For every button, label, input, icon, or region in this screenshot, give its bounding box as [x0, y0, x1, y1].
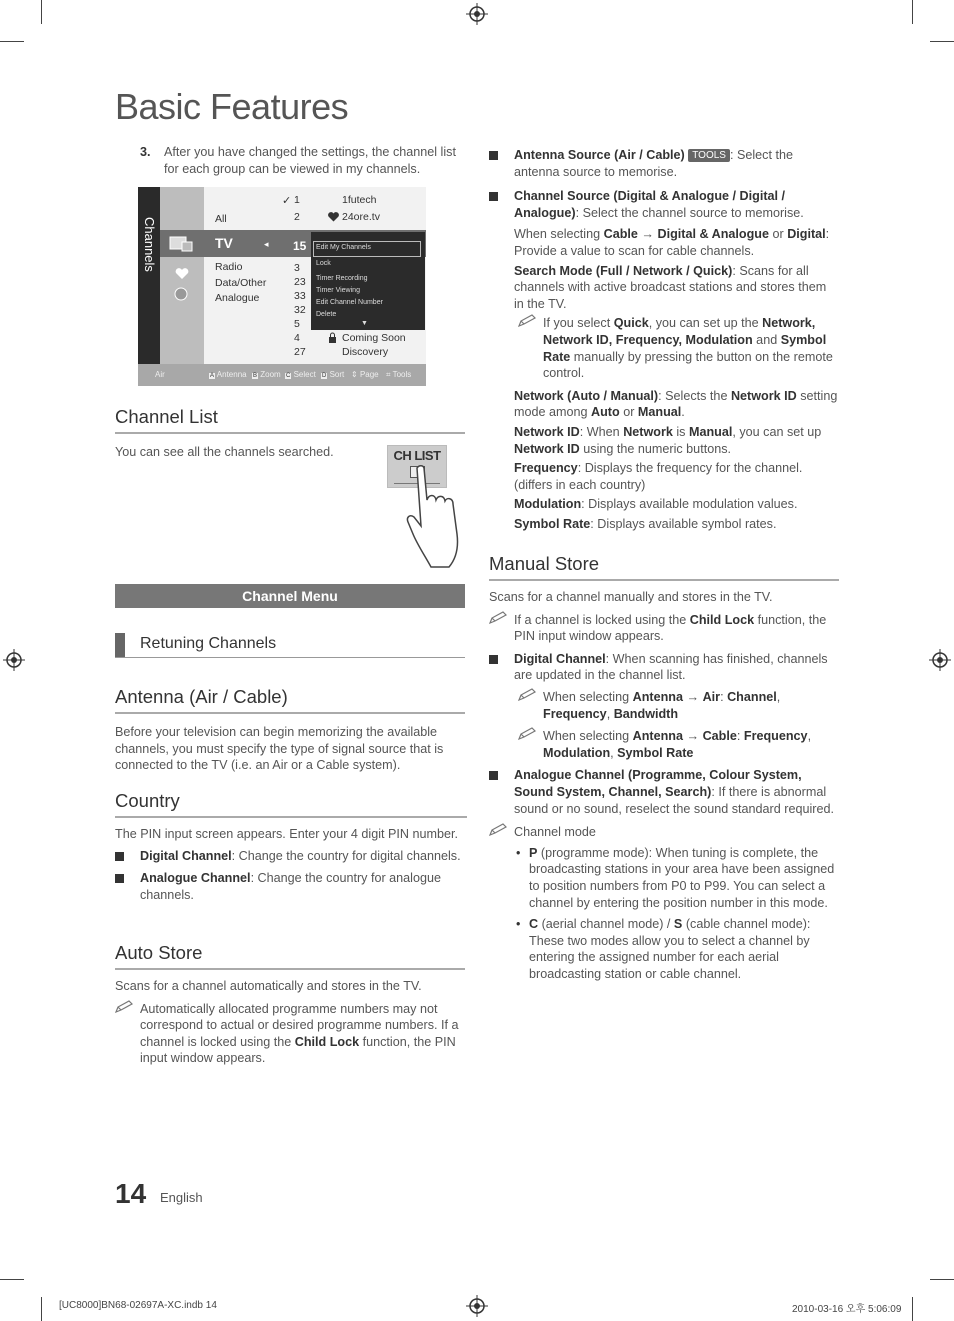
antenna-text: Before your television can begin memorizing the available channels, you must specify the type of signal source that is connected to the TV (i.e. an Air or a Cable system).: [115, 725, 444, 773]
network-id-paragraph: [489, 424, 839, 457]
lock-icon: [328, 332, 337, 343]
text-fragment: (cable channel mode): These two modes allow you to select a channel by entering the assigned number for each aerial broadcasting station or cable channel.: [529, 917, 811, 981]
note-pencil-icon: [115, 1000, 135, 1014]
item-text: : Change the country for analogue channels.: [140, 871, 441, 902]
group-all: All: [215, 213, 227, 225]
text-fragment: (programme mode): When tuning is complete, the broadcasting stations in your area have been assigned to position numbers from P0 to P99. You can select a channel by entering the position number in this mode.: [529, 845, 835, 910]
bar-key: ⇕ Page: [351, 370, 379, 379]
text-fragment: Child Lock: [689, 612, 755, 627]
crop-mark: [930, 1279, 954, 1280]
text-fragment: Auto: [591, 405, 620, 420]
note-pencil-icon: [518, 727, 538, 741]
text-fragment: :: [720, 689, 728, 704]
crop-mark: [0, 41, 24, 42]
text-fragment: Modulation: [514, 497, 582, 512]
text-fragment: Network ID: [514, 424, 580, 439]
step-number: 3.: [140, 145, 151, 159]
bar-key: [285, 370, 316, 379]
auto-store-text: Scans for a channel automatically and stores in the TV.: [115, 979, 422, 993]
channel-number: 5: [294, 318, 300, 330]
crop-mark: [930, 41, 954, 42]
globe-icon: [174, 287, 188, 301]
text-fragment: →: [682, 729, 703, 744]
channel-list-bottom-bar: [138, 364, 426, 386]
down-arrow-icon: ▼: [361, 320, 368, 327]
text-fragment: Symbol Rate: [514, 516, 591, 531]
channel-number: 4: [294, 332, 300, 344]
registration-mark-icon: [466, 3, 488, 25]
group-radio: Radio: [215, 261, 243, 273]
channel-number: 1: [294, 194, 300, 206]
popup-item[interactable]: Delete: [316, 311, 337, 318]
crop-mark: [41, 1297, 42, 1321]
bold-term: Child Lock: [294, 1034, 360, 1049]
text-fragment: Channel mode: [514, 825, 596, 840]
channel-source-item: [489, 188, 839, 221]
modulation-paragraph: [489, 496, 839, 513]
channel-name: Coming Soon: [342, 332, 406, 344]
text-fragment: Search Mode (Full / Network / Quick): [514, 263, 733, 278]
heart-icon: [175, 268, 189, 280]
antenna-section: [115, 686, 465, 774]
text-fragment: ,: [606, 706, 614, 721]
pointing-hand-icon: [405, 464, 467, 569]
crop-mark: [0, 1279, 24, 1280]
text-fragment: :: [736, 729, 744, 744]
popup-item[interactable]: Lock: [316, 260, 331, 267]
bar-label: Page: [359, 370, 379, 379]
file-info: [UC8000]BN68-02697A-XC.indb 14: [59, 1300, 217, 1311]
key-c: C: [286, 373, 291, 379]
text-fragment: P: [529, 845, 538, 860]
ch-list-label: CH LIST: [393, 448, 441, 463]
group-analogue: Analogue: [215, 292, 260, 304]
right-column: [489, 147, 839, 532]
network-paragraph: [489, 388, 839, 421]
text-fragment: If you select: [543, 316, 614, 331]
section-heading: Auto Store: [115, 942, 465, 970]
bar-key: [321, 370, 344, 379]
language-label: English: [160, 1190, 203, 1205]
text-fragment: →: [682, 689, 703, 704]
channel-number: 33: [294, 290, 306, 302]
channel-name: 1futech: [342, 194, 377, 206]
text-fragment: Digital Channel: [514, 651, 606, 666]
symbol-rate-paragraph: [489, 516, 839, 533]
text-fragment: : Scans for all channels with active broadcast stations and stores them in the TV.: [514, 263, 827, 311]
section-heading: Antenna (Air / Cable): [115, 686, 465, 714]
section-heading: Country: [115, 790, 467, 818]
channel-mode-note: [489, 824, 839, 841]
text-fragment: Modulation: [543, 745, 611, 760]
bar-air: Air: [155, 370, 165, 379]
auto-store-section: [115, 942, 465, 1067]
group-data-other: Data/Other: [215, 277, 267, 289]
text-fragment: : Displays available modulation values.: [581, 497, 798, 512]
crop-mark: [912, 0, 913, 24]
channels-sidebar-label: Channels: [142, 217, 157, 272]
country-analogue-item: [115, 870, 467, 903]
channel-number: 27: [294, 346, 306, 358]
bold-term: Analogue Channel: [140, 871, 251, 886]
item-text: : Change the country for digital channels.: [231, 848, 461, 863]
text-fragment: Manual: [688, 424, 733, 439]
text-fragment: Antenna: [632, 729, 683, 744]
bar-label: Select: [293, 370, 316, 379]
item-text: : Select the channel source to memorise.: [575, 205, 804, 220]
channel-list-screen: [138, 187, 426, 386]
channel-number: 3: [294, 262, 300, 274]
bar-key: [209, 370, 247, 379]
text-fragment: (aerial channel mode) /: [538, 917, 674, 932]
registration-mark-icon: [929, 649, 951, 671]
bar-key: [252, 370, 281, 379]
text-fragment: : When: [579, 424, 624, 439]
note-pencil-icon: [489, 611, 509, 625]
page-title: Basic Features: [115, 86, 349, 127]
text-fragment: When selecting: [543, 689, 633, 704]
tv-icon: [169, 235, 195, 253]
text-fragment: If a channel is locked using the: [514, 612, 690, 627]
retuning-channels-header: [115, 633, 465, 658]
text-fragment: and: [752, 332, 781, 347]
note-pencil-icon: [518, 314, 538, 328]
crop-mark: [912, 1297, 913, 1321]
channel-name: 24ore.tv: [342, 211, 380, 223]
popup-item[interactable]: Timer Recording: [316, 275, 368, 282]
step-3: [140, 144, 465, 177]
text-fragment: Frequency: [514, 461, 578, 476]
text-fragment: Antenna: [632, 689, 683, 704]
c-mode-item: [514, 916, 839, 982]
text-fragment: : When scanning has finished, channels are updated in the channel list.: [514, 651, 828, 683]
text-fragment: Cable: [702, 729, 737, 744]
step-text: After you have changed the settings, the channel list for each group can be viewed in my channels.: [164, 145, 456, 176]
popup-item[interactable]: Edit Channel Number: [316, 299, 383, 306]
text-fragment: setting mode among: [514, 388, 838, 420]
text-fragment: →: [637, 227, 658, 242]
item-text: : Select the antenna source to memorise.: [514, 148, 793, 179]
note-pencil-icon: [518, 688, 538, 702]
registration-mark-icon: [466, 1295, 488, 1317]
group-tv: TV: [215, 235, 233, 251]
channels-sidebar: [138, 187, 160, 364]
text-fragment: using the numeric buttons.: [579, 441, 731, 456]
cable-paragraph: [489, 226, 839, 259]
channel-number: 23: [294, 276, 306, 288]
text-fragment: Network ID: [730, 388, 797, 403]
country-text: The PIN input screen appears. Enter your 4 digit PIN number.: [115, 827, 459, 841]
text-fragment: Cable: [603, 227, 638, 242]
text-fragment: Digital: [787, 227, 826, 242]
key-b: B: [253, 373, 258, 379]
left-arrow-icon: ◂: [264, 239, 269, 249]
channel-list-text: You can see all the channels searched.: [115, 445, 334, 459]
manual-store-text: Scans for a channel manually and stores in the TV.: [489, 590, 773, 604]
text-fragment: : Selects the: [658, 388, 731, 403]
popup-item[interactable]: Edit My Channels: [316, 244, 371, 251]
note-text: Automatically allocated programme numbers may not correspond to actual or desired programme numbers. If a channel is locked using the: [140, 1001, 459, 1049]
text-fragment: S: [673, 917, 683, 932]
note-text: function, the PIN input window appears.: [140, 1034, 456, 1066]
text-fragment: Manual: [637, 405, 682, 420]
text-fragment: Symbol Rate: [543, 332, 827, 364]
channel-number: 15: [293, 239, 307, 253]
bold-term: Antenna Source (Air / Cable): [514, 148, 685, 162]
text-fragment: C: [529, 917, 539, 932]
text-fragment: Digital & Analogue: [657, 227, 769, 242]
cable-note: [518, 728, 839, 761]
bar-label: Zoom: [260, 370, 281, 379]
text-fragment: Symbol Rate: [617, 745, 694, 760]
text-fragment: Network, Network ID, Frequency, Modulation: [543, 316, 816, 347]
text-fragment: : If there is abnormal sound or no sound, reselect the sound standard required.: [514, 784, 834, 816]
text-fragment: .: [681, 405, 685, 420]
text-fragment: When selecting: [543, 729, 633, 744]
antenna-source-item: [489, 147, 839, 180]
tools-badge: TOOLS: [688, 149, 730, 162]
channel-menu-header: Channel Menu: [115, 584, 465, 608]
country-section: [115, 790, 467, 903]
text-fragment: : Displays available symbol rates.: [590, 516, 777, 531]
text-fragment: Air: [702, 689, 721, 704]
text-fragment: manually by pressing the button on the remote control.: [543, 349, 833, 381]
text-fragment: Analogue Channel (Programme, Colour System, Sound System, Channel, Search): [514, 768, 802, 799]
air-note: [518, 689, 839, 722]
text-fragment: Frequency: [743, 729, 808, 744]
search-mode-paragraph: [489, 263, 839, 313]
bar-label: Antenna: [216, 370, 247, 379]
checkmark-icon: ✓: [282, 195, 292, 207]
text-fragment: Channel: [727, 689, 777, 704]
bar-key: ⌗ Tools: [386, 370, 412, 379]
text-fragment: Quick: [613, 316, 649, 331]
text-fragment: Network ID: [514, 441, 580, 456]
quick-note: [518, 315, 839, 381]
key-d: D: [322, 373, 327, 379]
text-fragment: , you can set up: [732, 424, 822, 439]
text-fragment: Network: [623, 424, 673, 439]
digital-channel-item: [489, 651, 839, 684]
text-fragment: ,: [776, 689, 781, 704]
print-date: 2010-03-16 오후 5:06:09: [792, 1304, 902, 1315]
tools-popup-menu: [311, 232, 425, 330]
text-fragment: ,: [610, 745, 618, 760]
crop-mark: [41, 0, 42, 24]
retuning-title: Retuning Channels: [140, 635, 277, 652]
auto-store-note: [115, 1001, 465, 1067]
text-fragment: : Displays the frequency for the channel. (differs in each country): [514, 461, 803, 492]
key-a: A: [210, 373, 215, 379]
p-mode-item: [514, 845, 839, 911]
text-fragment: Frequency: [543, 706, 607, 721]
section-marker: [115, 633, 125, 657]
bold-term: Channel Source (Digital & Analogue / Digital / Analogue): [514, 189, 786, 220]
frequency-paragraph: [489, 460, 839, 493]
page-number: 14: [115, 1178, 147, 1209]
popup-item[interactable]: Timer Viewing: [316, 287, 360, 294]
text-fragment: When selecting: [514, 227, 604, 242]
channel-number: 2: [294, 211, 300, 223]
section-heading: Manual Store: [489, 553, 839, 581]
channel-number: 32: [294, 304, 306, 316]
text-fragment: or: [768, 227, 788, 242]
text-fragment: is: [672, 424, 689, 439]
channel-name: Discovery: [342, 346, 389, 358]
registration-mark-icon: [3, 649, 25, 671]
heart-icon: [328, 212, 339, 222]
country-digital-item: [115, 848, 467, 865]
bold-term: Digital Channel: [140, 848, 232, 863]
lock-note: [489, 612, 839, 645]
section-heading: Channel List: [115, 406, 465, 434]
text-fragment: Network (Auto / Manual): [514, 388, 659, 403]
bar-label: Sort: [329, 370, 345, 379]
text-fragment: or: [619, 405, 638, 420]
text-fragment: : Provide a value to scan for cable channels.: [514, 227, 830, 258]
analogue-channel-item: [489, 767, 839, 817]
bar-label: Tools: [392, 370, 412, 379]
text-fragment: function, the PIN input window appears.: [514, 612, 827, 644]
text-fragment: , you can set up the: [648, 316, 763, 331]
note-pencil-icon: [489, 823, 509, 837]
text-fragment: ,: [807, 729, 812, 744]
manual-store-section: [489, 553, 839, 982]
text-fragment: Bandwidth: [613, 706, 679, 721]
